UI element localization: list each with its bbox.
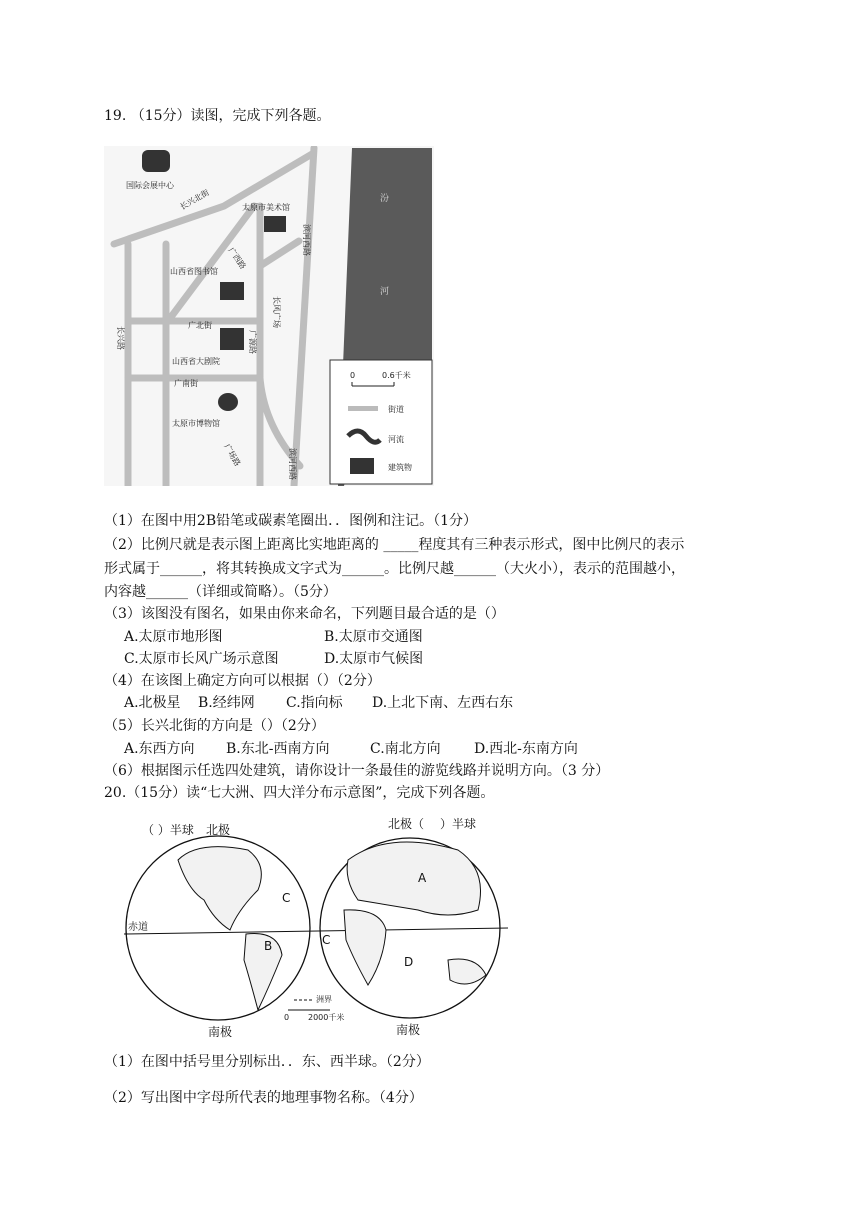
building-icon-theatre [220,328,244,350]
eurasia-shape [347,842,480,915]
map-legend [330,360,432,484]
q19-sub5: （5）长兴北街的方向是（）（2分） [104,718,325,734]
north-america-shape [178,847,261,930]
question-19-title: 19. （15分）读图，完成下列各题。 [104,108,331,124]
label-changxing: 长兴路 [116,326,125,350]
world-hemispheres-figure [118,810,518,1040]
legend-river: 河流 [388,435,404,444]
left-hemisphere-label: （ ）半球 [142,823,194,837]
q19-sub5-option-b: B.东北-西南方向 [226,741,330,757]
left-south-pole-label: 南极 [208,1025,233,1039]
q19-sub6: （6）根据图示任选四处建筑，请你设计一条最佳的游览线路并说明方向。（3 分） [104,763,610,779]
building-icon-art-museum [264,216,286,232]
q19-sub2-line3: 内容越______（详细或简略）。（5分） [104,584,337,600]
q19-sub4: （4）在该图上确定方向可以根据（）（2分） [104,673,381,689]
label-guangbei: 广北街 [188,321,212,330]
q20-sub2: （2）写出图中字母所代表的地理事物名称。（4分） [104,1090,423,1106]
label-library: 山西省图书馆 [170,267,218,276]
scale-zero: 0 [284,1013,290,1022]
q19-sub3-option-b: B.太原市交通图 [324,629,423,645]
legend-scale-value: 0.6千米 [382,371,411,380]
australia-shape [448,959,486,984]
q19-sub4-option-c: C.指向标 [286,695,343,711]
label-art-museum: 太原市美术馆 [242,203,290,212]
q20-sub1: （1）在图中括号里分别标出．．东、西半球。（2分） [104,1054,430,1070]
legend-street-swatch [348,406,378,411]
scale-value: 2000千米 [308,1013,345,1022]
q19-sub5-option-d: D.西北-东南方向 [474,741,578,757]
q19-sub3: （3）该图没有图名，如果由你来命名，下列题目最合适的是（） [104,606,505,622]
right-hemisphere-label: ）半球 [440,817,477,831]
label-guangchang: 广场路 [222,442,243,468]
legend-street: 街道 [388,405,404,414]
label-conference-center: 国际会展中心 [126,181,174,190]
q19-sub5-option-c: C.南北方向 [370,741,441,757]
label-binhe-xi-2: 滨河西路 [288,448,297,480]
q19-sub2-line2: 形式属于______，将其转换成文字式为______。比例尺越______（大火小），表示的范围越小， [104,561,685,577]
q19-sub4-option-b: B.经纬网 [198,695,255,711]
letter-a: A [418,871,427,885]
scale-boundary-label: 洲界 [316,995,332,1004]
label-guangxi: 广西路 [226,245,248,271]
building-icon-museum [218,393,238,411]
q19-sub5-option-a: A.东西方向 [124,741,195,757]
letter-b: B [264,939,273,953]
label-theatre: 山西省大剧院 [172,357,220,366]
label-square: 长风广场 [272,296,281,328]
river-label-2: 河 [380,287,390,297]
legend-building-swatch [350,458,374,474]
right-north-pole-label: 北极（ [388,817,425,831]
letter-c-right: C [322,933,331,947]
label-guangnan: 广南街 [174,379,198,388]
building-icon-conference [142,150,170,172]
q19-sub1: （1）在图中用2B铅笔或碳素笔圈出．．图例和注记。（1分） [104,513,478,529]
equator-line [124,928,508,934]
question-20-title: 20.（15分）读“七大洲、四大洋分布示意图”，完成下列各题。 [104,785,495,801]
q19-sub3-option-a: A.太原市地形图 [124,629,223,645]
q19-sub3-option-d: D.太原市气候图 [324,651,424,667]
right-south-pole-label: 南极 [396,1023,421,1037]
q19-sub4-option-a: A.北极星 [124,695,181,711]
label-museum: 太原市博物馆 [172,419,220,428]
label-changxing-bei: 长兴北街 [178,187,211,212]
letter-c-left: C [282,891,291,905]
label-binhe-xi: 滨河西路 [302,224,311,256]
q19-sub4-option-d: D.上北下南、左西右东 [372,695,514,711]
letter-d: D [404,955,414,969]
legend-scale-zero: 0 [350,371,356,380]
street-map-figure [104,146,434,486]
q19-sub2-line1: （2）比例尺就是表示图上距离比实地距离的 _____程度其有三种表示形式，图中比例尺的表示 [104,537,685,553]
q19-sub3-option-c: C.太原市长风广场示意图 [124,651,279,667]
left-north-pole-label: 北极 [206,823,231,837]
river-label-1: 汾 [380,194,390,204]
equator-label: 赤道 [128,922,148,933]
africa-shape [344,910,386,985]
legend-building: 建筑物 [388,463,412,472]
label-guangyuan: 广源路 [248,330,257,354]
building-icon-library [220,282,244,300]
